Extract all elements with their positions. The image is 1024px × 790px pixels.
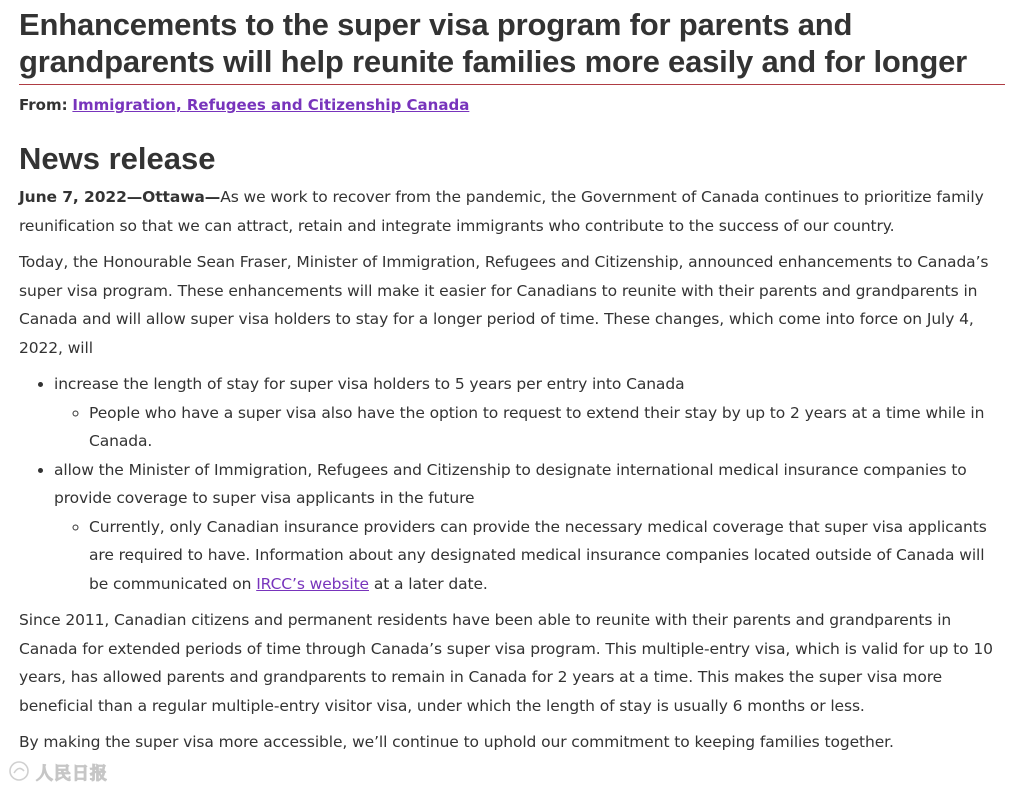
dateline: June 7, 2022—Ottawa—	[19, 188, 221, 206]
ircc-website-link[interactable]: IRCC’s website	[256, 574, 369, 593]
from-label: From:	[19, 96, 68, 114]
news-article	[19, 6, 1005, 757]
closing-paragraph: By making the super visa more accessible, we’ll continue to uphold our commitment to keeping families together.	[19, 733, 894, 751]
history-paragraph: Since 2011, Canadian citizens and permanent residents have been able to reunite with their parents and grandparents in Canada for extended periods of time through Canada’s super visa program. This multiple-entry visa, which is valid for up to 10 years, has allowed parents and grandparents to remain in Canada for 2 years at a time. This makes the super visa more beneficial than a regular multiple-entry visitor visa, under which the length of stay is usually 6 months or less.	[19, 611, 993, 715]
section-heading: News release	[19, 141, 216, 176]
list-item-text: increase the length of stay for super visa holders to 5 years per entry into Canada	[54, 375, 685, 393]
department-link[interactable]: Immigration, Refugees and Citizenship Canada	[72, 96, 470, 114]
sub-list	[54, 399, 1005, 456]
sub-list-text: Currently, only Canadian insurance providers can provide the necessary medical coverage that super visa applicants are required to have. Information about any designated medical insurance companies located outside of Canada will be communicated on	[89, 517, 987, 593]
sub-list-text-end: at a later date.	[369, 574, 488, 593]
from-line	[19, 95, 1005, 115]
newspaper-logo-icon	[8, 760, 30, 782]
sub-list-item	[89, 513, 1005, 599]
watermark-text: 人民日报	[36, 763, 108, 784]
intro-paragraph	[19, 183, 1005, 240]
watermark	[8, 758, 108, 784]
intro-text: As we work to recover from the pandemic, the Government of Canada continues to prioritize family reunification so that we can attract, retain and integrate immigrants who contribute to the success of our country.	[19, 188, 984, 235]
list-item	[54, 456, 1005, 599]
sub-list-item: ◦ People who have a super visa also have the option to request to extend their stay by up to 2 years at a time while in Canada.	[89, 399, 1005, 456]
article-title: Enhancements to the super visa program for parents and grandparents will help reunite families more easily and for longer	[19, 6, 1005, 85]
changes-list	[19, 370, 1005, 598]
list-item-text: allow the Minister of Immigration, Refugees and Citizenship to designate international medical insurance companies to provide coverage to super visa applicants in the future	[54, 460, 967, 507]
list-item	[54, 370, 1005, 456]
sub-list	[54, 513, 1005, 599]
announcement-paragraph: Today, the Honourable Sean Fraser, Minister of Immigration, Refugees and Citizenship, announced enhancements to Canada’s super visa program. These enhancements will make it easier for Canadians to reunite with their parents and grandparents in Canada and will allow super visa holders to stay for a longer period of time. These changes, which come into force on July 4, 2022, will	[19, 253, 989, 357]
